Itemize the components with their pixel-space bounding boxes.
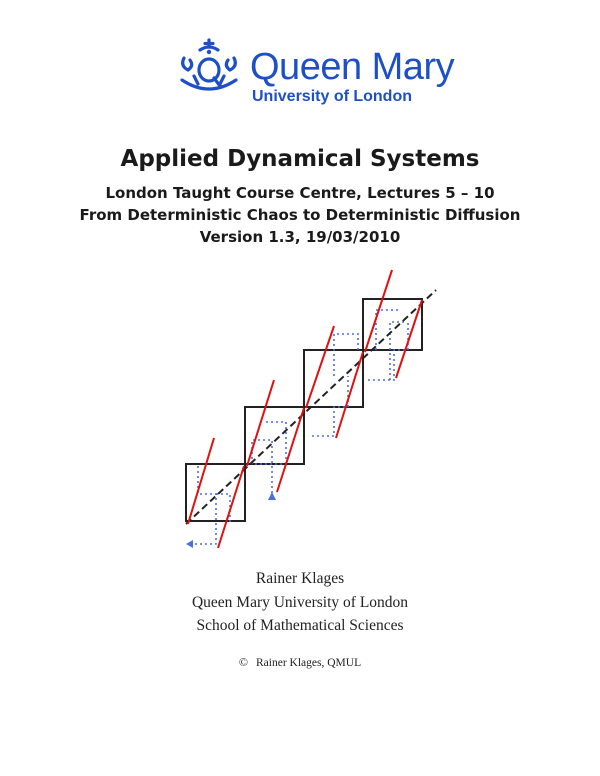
author-affiliation: Queen Mary University of London: [191, 594, 409, 611]
version-line: Version 1.3, 19/03/2010: [199, 228, 401, 246]
copyright-text: Rainer Klages, QMUL: [256, 657, 362, 669]
document-title: Applied Dynamical Systems: [120, 146, 480, 172]
author-name: Rainer Klages: [255, 570, 345, 587]
lifted-map-staircase-diagram: [168, 262, 448, 552]
diagonal-line: [186, 290, 436, 524]
orbit-lines: [190, 310, 408, 544]
author-school: School of Mathematical Sciences: [196, 617, 404, 634]
map-branch-2b: [277, 408, 304, 492]
map-branch-3a: [306, 326, 334, 408]
topic-line: From Deterministic Chaos to Deterministic Diffusion: [79, 206, 521, 224]
map-branch-4b: [396, 300, 422, 378]
up-arrow-icon: [268, 492, 276, 500]
copyright-notice: [0, 655, 600, 670]
brand-name: Queen Mary: [250, 46, 455, 88]
map-branch-1a: [188, 438, 214, 524]
crown-crest-icon: [176, 36, 242, 96]
copyright-symbol: ©: [238, 655, 249, 669]
left-arrow-icon: [186, 540, 193, 548]
brand-subtitle: University of London: [252, 88, 412, 105]
map-branch-1b: [218, 466, 244, 548]
map-branch-3b: [336, 352, 363, 438]
university-logo: [176, 36, 455, 106]
course-line: London Taught Course Centre, Lectures 5 – 10: [105, 184, 495, 202]
map-branch-4a: [365, 270, 392, 352]
